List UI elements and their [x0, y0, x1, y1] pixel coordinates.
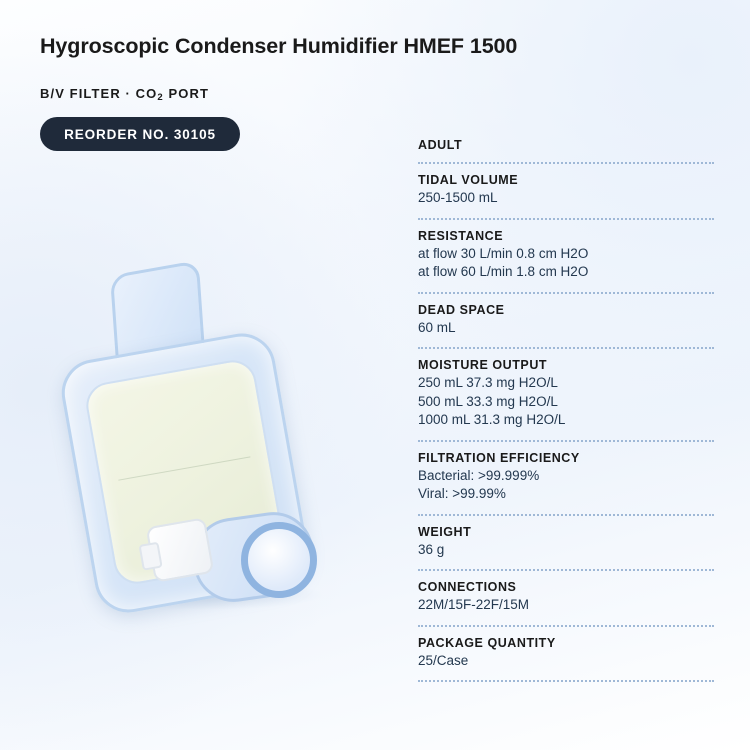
spec-value: 60 mL [418, 319, 456, 335]
spec-label: CONNECTIONS [418, 580, 517, 594]
page-title: Hygroscopic Condenser Humidifier HMEF 1500 [40, 34, 518, 58]
spec-value: 250 mL 37.3 mg H2O/L 500 mL 33.3 mg H2O/L 1000 mL 31.3 mg H2O/L [418, 375, 566, 427]
spec-divider [418, 291, 714, 294]
spec-divider [418, 346, 714, 349]
spec-divider [418, 161, 714, 164]
spec-value: at flow 30 L/min 0.8 cm H2O at flow 60 L/min 1.8 cm H2O [418, 245, 589, 279]
spec-item [418, 358, 714, 430]
spec-label: FILTRATION EFFICIENCY [418, 450, 580, 465]
product-subtitle [40, 86, 209, 101]
spec-value: 25/Case [418, 652, 469, 668]
spec-label: TIDAL VOLUME [418, 173, 519, 187]
spec-value: Bacterial: >99.999% Viral: >99.99% [418, 467, 540, 501]
spec-value: 36 g [418, 541, 445, 557]
product-image [55, 250, 385, 640]
reorder-number-badge: REORDER NO. 30105 [40, 117, 240, 151]
spec-label: MOISTURE OUTPUT [418, 358, 548, 372]
subtitle-subscript: 2 [157, 92, 164, 103]
specifications-list [418, 138, 714, 691]
subtitle-post: PORT [163, 86, 209, 101]
product-port-ring [241, 522, 317, 598]
spec-category-label: ADULT [418, 138, 463, 152]
spec-divider [418, 513, 714, 516]
spec-value: 250-1500 mL [418, 190, 498, 205]
spec-item [418, 580, 714, 615]
spec-item [418, 525, 714, 560]
spec-divider [418, 679, 714, 682]
product-co2-port-cap [146, 517, 215, 583]
spec-label: RESISTANCE [418, 228, 504, 243]
spec-item [418, 173, 714, 208]
spec-value: 22M/15F-22F/15M [418, 597, 530, 612]
spec-item [418, 451, 714, 504]
spec-divider [418, 568, 714, 571]
spec-divider [418, 624, 714, 627]
subtitle-pre: B/V FILTER · CO [40, 86, 158, 101]
spec-item [418, 636, 714, 671]
spec-label: PACKAGE QUANTITY [418, 635, 556, 650]
spec-item [418, 303, 714, 338]
spec-item [418, 229, 714, 282]
spec-divider [418, 217, 714, 220]
spec-label: DEAD SPACE [418, 302, 505, 317]
spec-label: WEIGHT [418, 524, 472, 539]
spec-divider [418, 439, 714, 442]
